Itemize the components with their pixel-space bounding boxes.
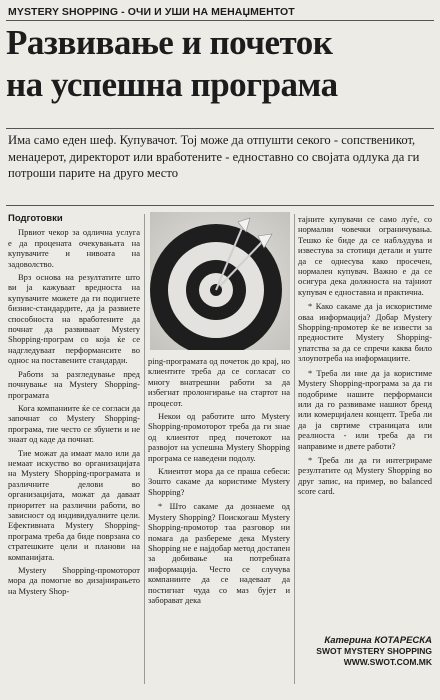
paragraph: тајните купувачи се само луѓе, со нормални човечки ограничувања. Тешко ќе биде да се набљудува и известува за стотици детали и уште да се однесува како просечен, нормален купувач. Важно е да се осигура дека должноста на тајниот купувач е едноставна и практична. (298, 214, 432, 297)
author-website: WWW.SWOT.COM.MK (343, 657, 432, 667)
paragraph: * Треба ли ние да ја користиме Mystery Shopping-програма за да ги подобриме нашите перформанси или да го развиваме нашиот бренд или комерцијален концепт. Треба ли да ја свртиме страницата или реалноста - или треба да ги направиме и двете работи? (298, 367, 432, 451)
headline-rule (6, 128, 434, 129)
article-headline (6, 22, 434, 106)
paragraph: * Како сакаме да ја искористиме оваа информација? Добар Mystery Shopping-промотер ќе ве извести за предностите Mystery Shopping-упатства за да се спречи каква било злоупотреба на информациите. (298, 301, 432, 364)
target-with-darts-photo (150, 212, 290, 350)
subhead-preparation: Подготовки (8, 213, 63, 224)
lede-rule (6, 205, 434, 206)
paragraph: Некои од работите што Mystery Shopping-промоторот треба да ги знае од клиентот пред почетокот на развојот на успешна Mystery Shopping програма се наведени подолу. (148, 411, 290, 463)
column-divider (144, 214, 145, 684)
headline-line-2: на успешна програма (6, 65, 338, 104)
kicker-rule (6, 20, 434, 21)
paragraph: Тие можат да имаат мало или да немаат искуство во организацијата на Mystery Shopping-програмата и различните делови во организацијата, можат да даваат приоритет на различни работи, во зависност од индивидуалните цели. Ефективната Mystery Shopping- програма треба да биде поврзана со стратешките цели и планови на компанијата. (8, 447, 140, 562)
paragraph: Кога компаниите ќе се согласи да започнат со Mystery Shopping-програма, тие често се збунети и не знаат од каде да почнат. (8, 402, 140, 445)
paragraph: Клиентот мора да се праша себеси: Зошто сакаме да користиме Mystery Shopping? (148, 466, 290, 497)
headline-line-1: Развивање и почеток (6, 23, 333, 62)
target-icon (150, 212, 290, 350)
author-byline (300, 635, 432, 668)
author-organization: SWOT MYSTERY SHOPPING (316, 646, 432, 656)
kicker-line: MYSTERY SHOPPING - ОЧИ И УШИ НА МЕНАЏМЕНТОТ (8, 6, 295, 18)
paragraph: Mystery Shopping-промоторот мора да помогне во дизајнирањето на Mystery Shop- (8, 565, 140, 596)
paragraph: Работи за разгледување пред почнување на Mystery Shopping-програмата (8, 368, 140, 400)
paragraph: * Што сакаме да дознаеме од Mystery Shopping? Поискогаш Mystery Shopping-промотор таа разговор ни помага да разбереме дека Mystery Shopping не е најдобар метод достапен за добивање на потребната информација. Често се случува компаниите да се надеваат да постигнат чуда со маз бујет и заборават дека (148, 501, 290, 605)
paragraph: Врз основа на резултатите што ви ја кажуваат вредноста на купувачите можете да ги подигнете бизнис-стандардите, да ја развиете способноста на вработените да почнат да развиваат Mystery Shopping-програм со која ќе се надгледуваат перформансите во однос на поставените стандарди. (8, 272, 140, 366)
article-column-1 (8, 214, 140, 599)
article-column-3 (298, 214, 432, 500)
paragraph: ping-програмата од почеток до крај, но клиентите треба да се согласат со многу внатрешни работи за да избегнат пролонгирање на стартот на процесот. (148, 356, 290, 408)
paragraph: Првиот чекор за одлична услуга е да процената очекувањата на купувачите и нивоата на задоволство. (8, 227, 140, 269)
article-column-2 (148, 356, 290, 608)
paragraph: * Треба ли да ги интегрираме резултатите од Mystery Shopping во друг запис, на пример, во balanced score card. (298, 454, 432, 497)
column-divider (294, 214, 295, 684)
article-lede: Има само еден шеф. Купувачот. Тој може да отпушти секого - сопственикот, менаџерот, директорот или вработените - едноставно со својата одлука да ги потроши парите на друго место (8, 133, 420, 180)
author-name: Катерина КОТАРЕСКА (324, 635, 432, 646)
